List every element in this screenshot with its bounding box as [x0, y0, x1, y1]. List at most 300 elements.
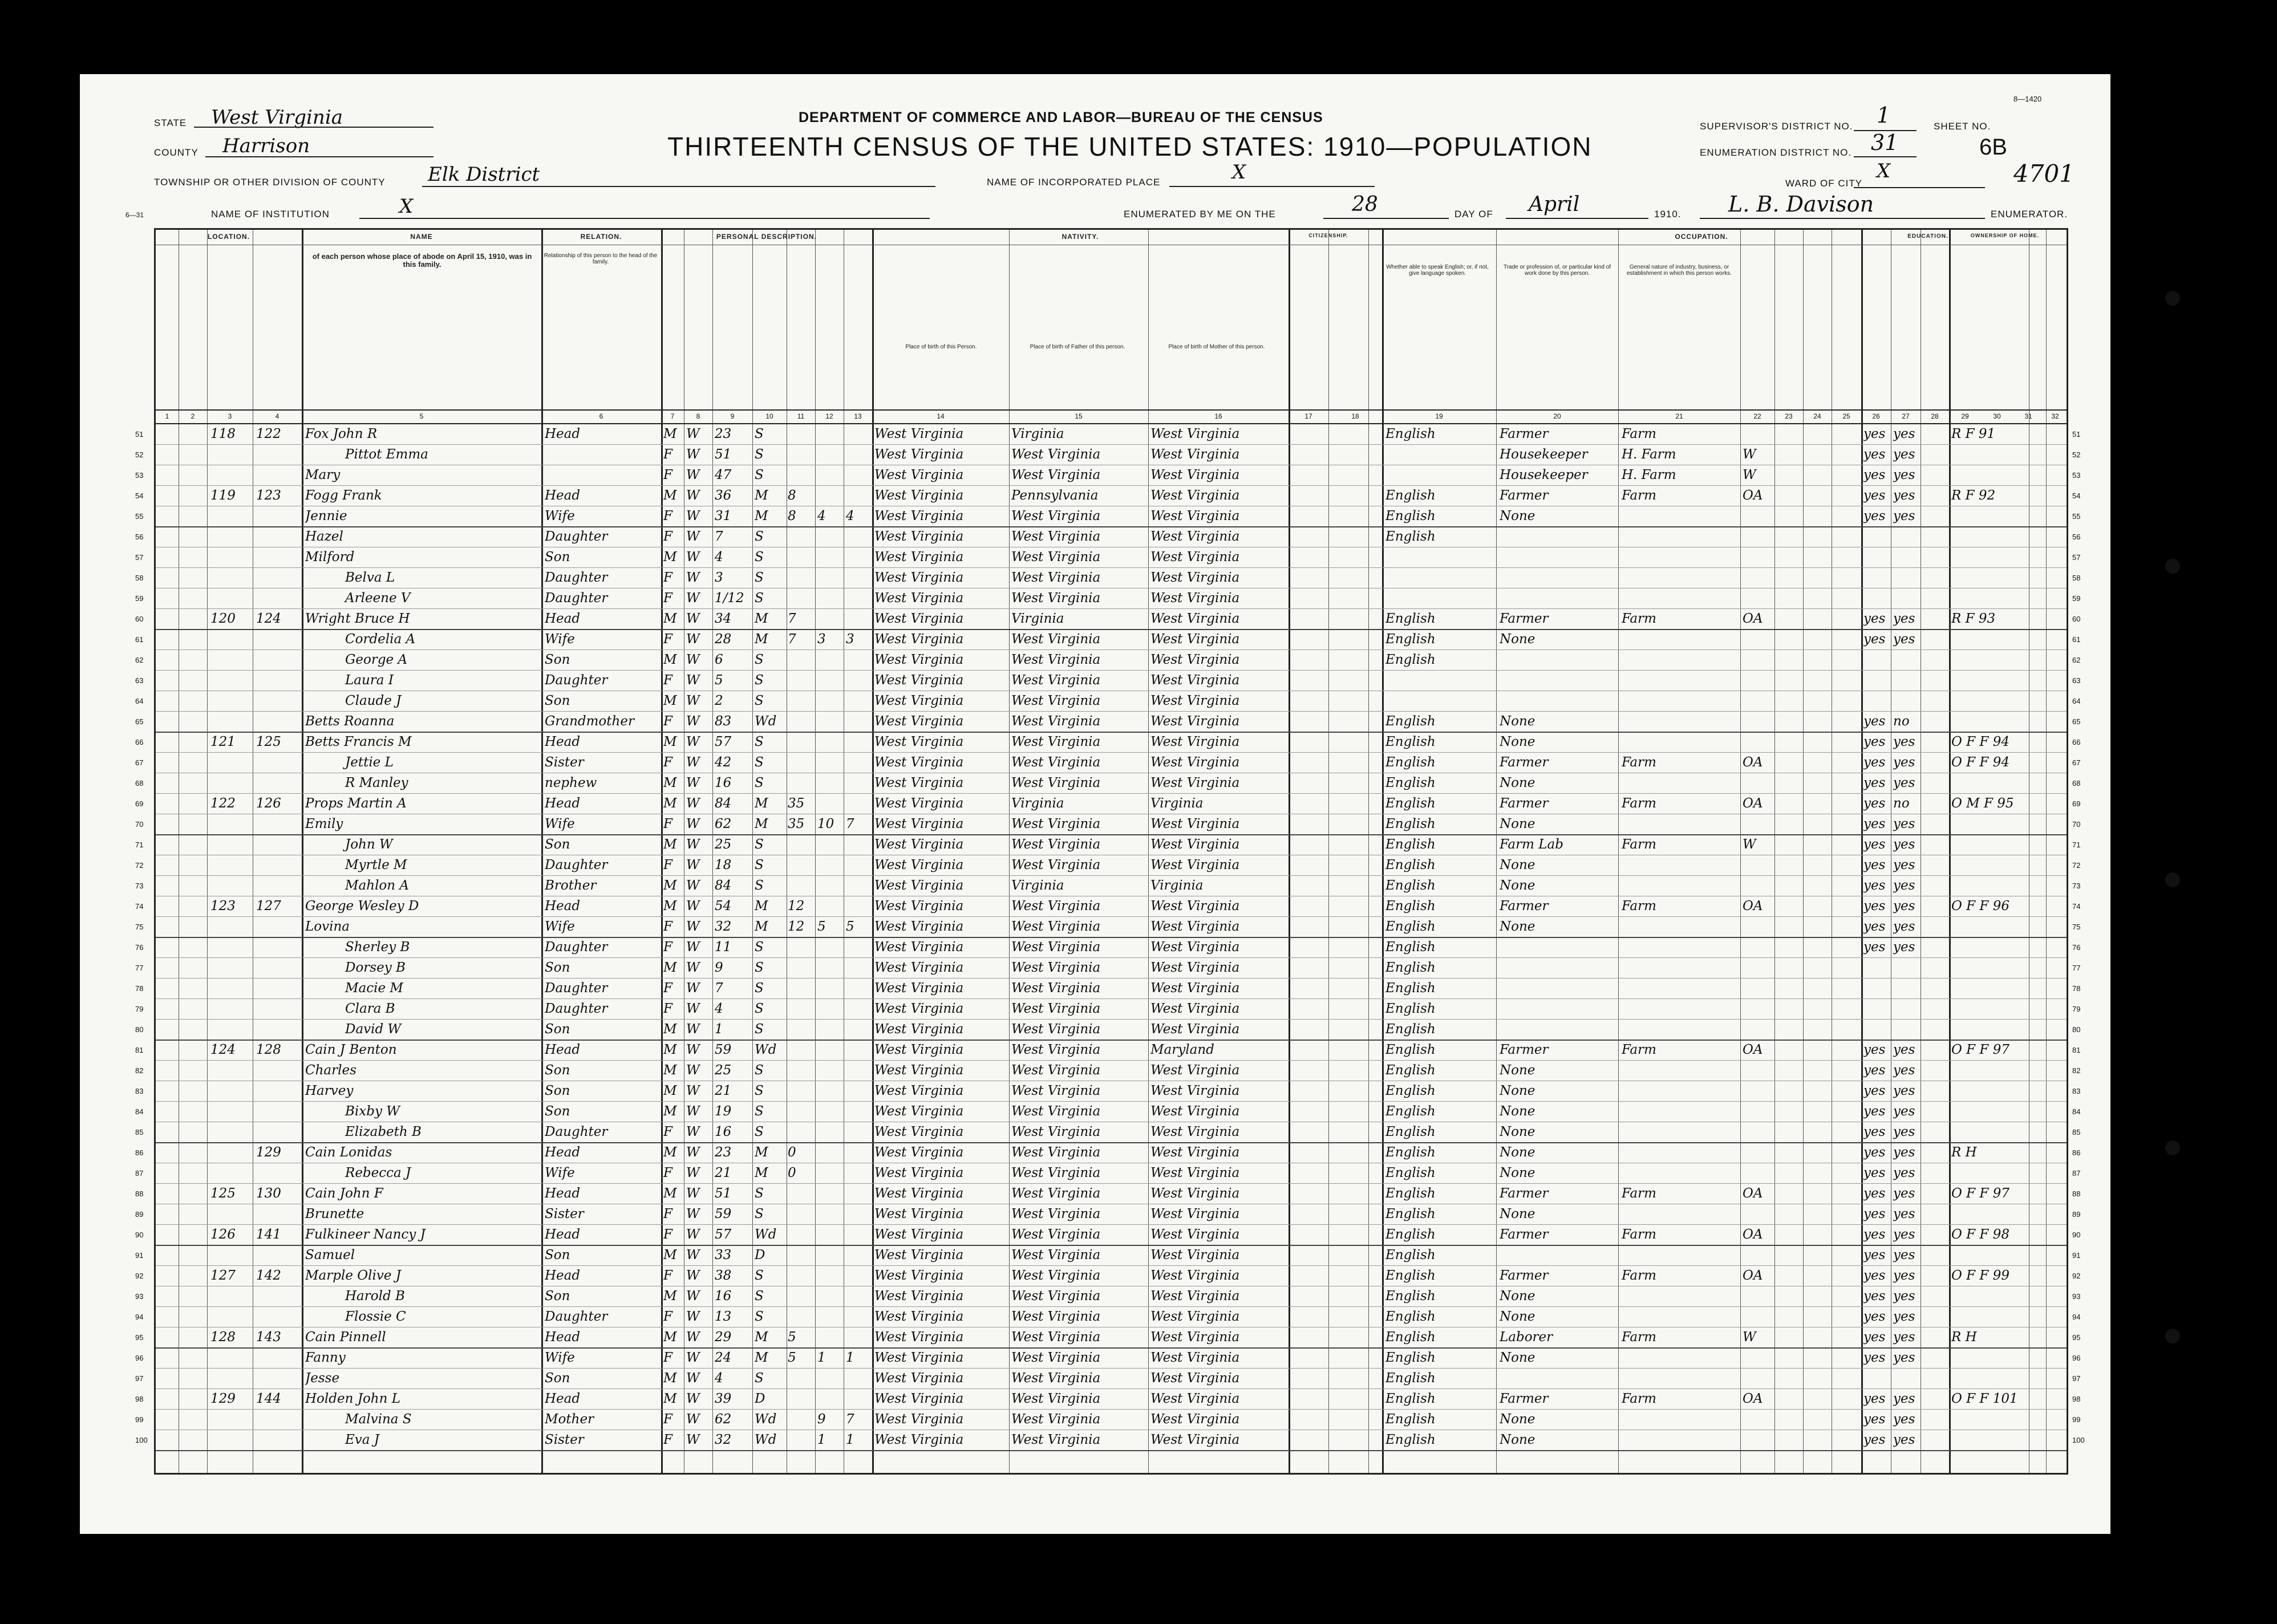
cell-ind: Farm — [1622, 796, 1656, 811]
sheet-label: SHEET NO. — [1934, 121, 1991, 132]
group-nativity: NATIVITY. — [1061, 233, 1099, 241]
cell-name: Brunette — [305, 1207, 364, 1221]
cell-race: W — [686, 427, 700, 441]
cell-fbp: West Virginia — [1011, 919, 1101, 934]
row-number: 85 — [135, 1128, 144, 1136]
cell-race: W — [686, 1330, 700, 1345]
cell-occ: None — [1500, 776, 1535, 790]
cell-age: 39 — [715, 1391, 732, 1406]
table-row — [135, 998, 2081, 1020]
cell-rel: Head — [545, 1042, 581, 1057]
column-number: 21 — [1675, 412, 1683, 420]
table-row — [135, 465, 2081, 486]
cell-fbp: West Virginia — [1011, 1063, 1101, 1078]
cell-name: Samuel — [305, 1248, 355, 1262]
row-number-right: 84 — [2072, 1107, 2081, 1116]
cell-fbp: West Virginia — [1011, 858, 1101, 872]
cell-mar: S — [755, 1083, 764, 1098]
cell-mbp: West Virginia — [1150, 570, 1240, 585]
cell-mar: S — [755, 981, 764, 996]
column-number: 7 — [670, 412, 675, 420]
header-trade: Trade or profession of, or particular kind of work done by this person. — [1503, 264, 1611, 277]
cell-own: R H — [1951, 1145, 1977, 1160]
row-number: 91 — [135, 1251, 144, 1260]
cell-occ: Farmer — [1500, 427, 1549, 441]
ward-value: X — [1877, 160, 1891, 182]
cell-lang: English — [1385, 1432, 1436, 1447]
cell-age: 9 — [715, 960, 723, 975]
county-label: COUNTY — [154, 147, 198, 158]
column-number: 19 — [1435, 412, 1443, 420]
table-row — [135, 1142, 2081, 1163]
institution-value: X — [399, 195, 414, 218]
cell-fam: 129 — [256, 1145, 281, 1160]
cell-fbp: West Virginia — [1011, 468, 1101, 482]
cell-name: Harvey — [305, 1083, 354, 1098]
cell-write: yes — [1893, 509, 1915, 523]
cell-rel: Daughter — [545, 1309, 608, 1324]
table-row — [135, 1347, 2081, 1369]
cell-mbp: Virginia — [1150, 878, 1204, 893]
row-number: 83 — [135, 1087, 144, 1095]
cell-race: W — [686, 1124, 700, 1139]
cell-sex: M — [663, 1289, 677, 1304]
cell-sex: M — [663, 1186, 677, 1201]
incorporated-place-label: NAME OF INCORPORATED PLACE — [987, 177, 1161, 188]
cell-bp: West Virginia — [874, 1145, 964, 1160]
cell-mar: M — [755, 817, 768, 831]
cell-mbp: West Virginia — [1150, 960, 1240, 975]
cell-fbp: West Virginia — [1011, 1001, 1101, 1016]
header-language: Whether able to speak English; or, if not, give language spoken. — [1386, 264, 1489, 277]
cell-mar: S — [755, 427, 764, 441]
cell-read: yes — [1863, 1248, 1886, 1262]
cell-write: yes — [1893, 1412, 1915, 1427]
column-number: 25 — [1842, 412, 1850, 420]
cell-rel: Head — [545, 796, 581, 811]
table-row — [135, 937, 2081, 958]
cell-rel: Head — [545, 488, 581, 503]
cell-name: Harold B — [345, 1289, 405, 1304]
cell-rel: Daughter — [545, 858, 608, 872]
punch-hole-4 — [2165, 1140, 2180, 1155]
cell-mar: M — [755, 488, 768, 503]
cell-age: 34 — [715, 611, 732, 626]
row-number-right: 96 — [2072, 1354, 2081, 1362]
cell-bp: West Virginia — [874, 734, 964, 749]
cell-own: R H — [1951, 1330, 1977, 1345]
cell-mbp: West Virginia — [1150, 1083, 1240, 1098]
cell-age: 16 — [715, 1124, 732, 1139]
cell-age: 7 — [715, 981, 723, 996]
cell-race: W — [686, 1022, 700, 1037]
cell-rel: nephew — [545, 776, 597, 790]
row-number-right: 71 — [2072, 841, 2081, 849]
row-number: 60 — [135, 615, 144, 623]
cell-bp: West Virginia — [874, 611, 964, 626]
row-number: 65 — [135, 717, 144, 726]
cell-ml: 1 — [846, 1350, 854, 1365]
cell-read: yes — [1863, 776, 1886, 790]
cell-name: Hazel — [305, 529, 343, 544]
cell-age: 2 — [715, 693, 723, 708]
cell-age: 62 — [715, 1412, 732, 1427]
cell-rel: Son — [545, 1371, 570, 1386]
cell-name: Cain Lonidas — [305, 1145, 392, 1160]
cell-emp: W — [1743, 1330, 1756, 1345]
cell-mbp: West Virginia — [1150, 1186, 1240, 1201]
row-number: 95 — [135, 1333, 144, 1342]
row-number-right: 74 — [2072, 902, 2081, 911]
cell-sex: M — [663, 488, 677, 503]
cell-bp: West Virginia — [874, 673, 964, 688]
cell-age: 59 — [715, 1207, 732, 1221]
row-number-right: 62 — [2072, 656, 2081, 664]
cell-occ: Farm Lab — [1500, 837, 1563, 852]
cell-mbp: West Virginia — [1150, 1001, 1240, 1016]
cell-race: W — [686, 468, 700, 482]
row-number: 86 — [135, 1148, 144, 1157]
cell-lang: English — [1385, 1207, 1436, 1221]
cell-race: W — [686, 1391, 700, 1406]
cell-rel: Head — [545, 1186, 581, 1201]
cell-bp: West Virginia — [874, 591, 964, 606]
cell-own: O F F 99 — [1951, 1268, 2009, 1283]
cell-occ: Farmer — [1500, 1042, 1549, 1057]
column-number: 27 — [1902, 412, 1910, 420]
cell-dw: 118 — [210, 427, 236, 441]
cell-race: W — [686, 1289, 700, 1304]
cell-age: 59 — [715, 1042, 732, 1057]
cell-mar: S — [755, 529, 764, 544]
cell-bp: West Virginia — [874, 1042, 964, 1057]
cell-sex: F — [663, 1124, 672, 1139]
column-number: 18 — [1351, 412, 1359, 420]
cell-race: W — [686, 1166, 700, 1180]
cell-bp: West Virginia — [874, 652, 964, 667]
cell-rel: Daughter — [545, 981, 608, 996]
row-number: 94 — [135, 1313, 144, 1321]
row-number: 71 — [135, 841, 144, 849]
cell-name: Milford — [305, 550, 355, 565]
cell-sex: F — [663, 714, 672, 729]
cell-fbp: West Virginia — [1011, 960, 1101, 975]
enumerated-by-label: ENUMERATED BY ME ON THE — [1124, 209, 1276, 220]
table-row — [135, 793, 2081, 814]
cell-age: 51 — [715, 447, 732, 462]
cell-bp: West Virginia — [874, 714, 964, 729]
cell-write: yes — [1893, 1268, 1915, 1283]
table-row — [135, 1040, 2081, 1061]
cell-mar: Wd — [755, 1042, 777, 1057]
cell-bp: West Virginia — [874, 981, 964, 996]
cell-mar: Wd — [755, 1432, 777, 1447]
cell-mar: Wd — [755, 1412, 777, 1427]
cell-write: yes — [1893, 611, 1915, 626]
row-number: 61 — [135, 635, 144, 644]
group-ownership: OWNERSHIP OF HOME. — [1970, 233, 2040, 238]
enum-district-value: 31 — [1871, 130, 1899, 155]
cell-bp: West Virginia — [874, 1268, 964, 1283]
cell-occ: Farmer — [1500, 611, 1549, 626]
row-number: 63 — [135, 676, 144, 685]
cell-own: R F 91 — [1951, 427, 1996, 441]
cell-mar: S — [755, 837, 764, 852]
cell-mar: S — [755, 1104, 764, 1119]
table-row — [135, 875, 2081, 896]
cell-bp: West Virginia — [874, 550, 964, 565]
cell-mar: D — [755, 1248, 765, 1262]
cell-age: 5 — [715, 673, 723, 688]
cell-mar: S — [755, 1371, 764, 1386]
cell-dw: 129 — [210, 1391, 236, 1406]
cell-age: 3 — [715, 570, 723, 585]
cell-bp: West Virginia — [874, 837, 964, 852]
column-number: 10 — [765, 412, 773, 420]
cell-write: yes — [1893, 488, 1915, 503]
cell-read: yes — [1863, 919, 1886, 934]
row-number-right: 73 — [2072, 882, 2081, 890]
cell-occ: None — [1500, 1104, 1535, 1119]
cell-age: 1 — [715, 1022, 723, 1037]
row-number: 98 — [135, 1395, 144, 1403]
cell-mbp: West Virginia — [1150, 1432, 1240, 1447]
cell-race: W — [686, 529, 700, 544]
cell-rel: Wife — [545, 632, 575, 647]
cell-occ: None — [1500, 714, 1535, 729]
cell-occ: None — [1500, 1412, 1535, 1427]
row-number-right: 69 — [2072, 799, 2081, 808]
cell-fam: 130 — [256, 1186, 281, 1201]
cell-read: yes — [1863, 1289, 1886, 1304]
cell-sex: M — [663, 1104, 677, 1119]
cell-dw: 120 — [210, 611, 236, 626]
cell-write: yes — [1893, 1186, 1915, 1201]
cell-mar: Wd — [755, 714, 777, 729]
cell-bp: West Virginia — [874, 817, 964, 831]
cell-age: 51 — [715, 1186, 732, 1201]
cell-sex: F — [663, 529, 672, 544]
cell-ind: Farm — [1622, 1391, 1656, 1406]
cell-rel: Daughter — [545, 529, 608, 544]
state-underline — [194, 127, 433, 128]
cell-fbp: West Virginia — [1011, 1391, 1101, 1406]
cell-mar: S — [755, 858, 764, 872]
table-row — [135, 1265, 2081, 1286]
table-row — [135, 608, 2081, 630]
census-sheet — [80, 74, 2110, 1534]
table-row — [135, 1286, 2081, 1307]
cell-rel: Head — [545, 611, 581, 626]
cell-lang: English — [1385, 899, 1436, 914]
cell-bp: West Virginia — [874, 509, 964, 523]
cell-age: 24 — [715, 1350, 732, 1365]
cell-race: W — [686, 1104, 700, 1119]
column-number: 9 — [730, 412, 735, 420]
cell-lang: English — [1385, 529, 1436, 544]
cell-mar: S — [755, 776, 764, 790]
cell-lang: English — [1385, 1289, 1436, 1304]
cell-ind: Farm — [1622, 611, 1656, 626]
cell-race: W — [686, 673, 700, 688]
column-number: 20 — [1553, 412, 1561, 420]
cell-race: W — [686, 1371, 700, 1386]
cell-fbp: Virginia — [1011, 878, 1064, 893]
row-number: 57 — [135, 553, 144, 562]
cell-mbp: West Virginia — [1150, 632, 1240, 647]
cell-race: W — [686, 1227, 700, 1242]
cell-name: Lovina — [305, 919, 350, 934]
cell-mar: S — [755, 468, 764, 482]
cell-read: yes — [1863, 714, 1886, 729]
row-number: 73 — [135, 882, 144, 890]
cell-occ: Farmer — [1500, 1268, 1549, 1283]
cell-read: yes — [1863, 817, 1886, 831]
cell-rel: Head — [545, 1145, 581, 1160]
cell-sex: M — [663, 611, 677, 626]
row-number-right: 58 — [2072, 574, 2081, 582]
cell-race: W — [686, 981, 700, 996]
row-number: 77 — [135, 964, 144, 972]
row-number-right: 68 — [2072, 779, 2081, 787]
cell-emp: W — [1743, 468, 1756, 482]
cell-bp: West Virginia — [874, 1412, 964, 1427]
cell-read: yes — [1863, 837, 1886, 852]
cell-name: Wright Bruce H — [305, 611, 410, 626]
cell-read: yes — [1863, 632, 1886, 647]
cell-yrs: 12 — [788, 919, 805, 934]
cell-sex: F — [663, 1432, 672, 1447]
cell-occ: None — [1500, 1350, 1535, 1365]
township-value: Elk District — [428, 163, 540, 186]
cell-sex: M — [663, 1022, 677, 1037]
row-number: 89 — [135, 1210, 144, 1219]
cell-own: O F F 101 — [1951, 1391, 2018, 1406]
table-row — [135, 1306, 2081, 1327]
enum-district-underline — [1854, 156, 1917, 157]
table-row — [135, 547, 2081, 568]
cell-lang: English — [1385, 960, 1436, 975]
cell-mbp: West Virginia — [1150, 1227, 1240, 1242]
cell-emp: OA — [1743, 1391, 1763, 1406]
cell-occ: None — [1500, 1432, 1535, 1447]
cell-lang: English — [1385, 1001, 1436, 1016]
header-industry: General nature of industry, business, or establishment in which this person works. — [1627, 264, 1732, 277]
cell-name: Flossie C — [345, 1309, 406, 1324]
cell-write: yes — [1893, 1166, 1915, 1180]
cell-mbp: West Virginia — [1150, 981, 1240, 996]
cell-lang: English — [1385, 1166, 1436, 1180]
cell-lang: English — [1385, 611, 1436, 626]
cell-sex: F — [663, 509, 672, 523]
day-underline — [1323, 218, 1449, 219]
group-occupation: OCCUPATION. — [1675, 233, 1728, 241]
column-number: 4 — [275, 412, 279, 420]
cell-mbp: Maryland — [1150, 1042, 1214, 1057]
cell-name: Elizabeth B — [345, 1124, 422, 1139]
cell-mar: S — [755, 1124, 764, 1139]
cell-lang: English — [1385, 837, 1436, 852]
cell-lang: English — [1385, 1330, 1436, 1345]
cell-write: yes — [1893, 817, 1915, 831]
cell-race: W — [686, 858, 700, 872]
cell-age: 13 — [715, 1309, 732, 1324]
cell-rel: Wife — [545, 1350, 575, 1365]
cell-age: 47 — [715, 468, 732, 482]
table-row — [135, 1368, 2081, 1389]
cell-fbp: West Virginia — [1011, 550, 1101, 565]
punch-hole-bottom — [2165, 1329, 2180, 1343]
cell-read: yes — [1863, 940, 1886, 955]
cell-mbp: West Virginia — [1150, 1371, 1240, 1386]
row-number: 64 — [135, 697, 144, 705]
cell-ml: 1 — [846, 1432, 854, 1447]
cell-bp: West Virginia — [874, 1022, 964, 1037]
cell-occ: None — [1500, 817, 1535, 831]
cell-sex: M — [663, 652, 677, 667]
cell-rel: Grandmother — [545, 714, 634, 729]
cell-age: 4 — [715, 550, 723, 565]
cell-bp: West Virginia — [874, 570, 964, 585]
cell-ind: H. Farm — [1622, 468, 1676, 482]
row-number-right: 51 — [2072, 430, 2081, 439]
cell-fbp: Pennsylvania — [1011, 488, 1099, 503]
cell-dw: 123 — [210, 899, 236, 914]
cell-emp: OA — [1743, 899, 1763, 914]
cell-fam: 144 — [256, 1391, 281, 1406]
cell-mbp: West Virginia — [1150, 529, 1240, 544]
cell-name: Malvina S — [345, 1412, 412, 1427]
cell-mbp: West Virginia — [1150, 550, 1240, 565]
cell-name: Props Martin A — [305, 796, 407, 811]
row-number: 67 — [135, 758, 144, 767]
cell-fbp: West Virginia — [1011, 591, 1101, 606]
cell-name: Rebecca J — [345, 1166, 411, 1180]
row-number: 92 — [135, 1272, 144, 1280]
cell-emp: OA — [1743, 1186, 1763, 1201]
cell-occ: None — [1500, 919, 1535, 934]
cell-bp: West Virginia — [874, 1227, 964, 1242]
cell-fbp: West Virginia — [1011, 673, 1101, 688]
cell-fam: 123 — [256, 488, 281, 503]
cell-write: yes — [1893, 427, 1915, 441]
cell-sex: M — [663, 837, 677, 852]
cell-name: Myrtle M — [345, 858, 407, 872]
cell-rel: Daughter — [545, 1124, 608, 1139]
cell-mbp: West Virginia — [1150, 1104, 1240, 1119]
row-number-right: 88 — [2072, 1189, 2081, 1198]
cell-race: W — [686, 1350, 700, 1365]
cell-occ: None — [1500, 858, 1535, 872]
cell-name: George A — [345, 652, 408, 667]
cell-mbp: West Virginia — [1150, 1063, 1240, 1078]
cell-name: John W — [345, 837, 393, 852]
table-row — [135, 1245, 2081, 1266]
cell-ml: 7 — [846, 817, 854, 831]
ward-underline — [1854, 187, 1985, 188]
table-row — [135, 711, 2081, 733]
cell-fbp: West Virginia — [1011, 940, 1101, 955]
cell-mbp: West Virginia — [1150, 1022, 1240, 1037]
cell-lang: English — [1385, 919, 1436, 934]
cell-read: yes — [1863, 1412, 1886, 1427]
cell-emp: OA — [1743, 1227, 1763, 1242]
cell-mbp: West Virginia — [1150, 693, 1240, 708]
cell-emp: OA — [1743, 755, 1763, 770]
cell-lang: English — [1385, 1412, 1436, 1427]
row-number: 97 — [135, 1374, 144, 1383]
cell-dw: 119 — [210, 488, 236, 503]
